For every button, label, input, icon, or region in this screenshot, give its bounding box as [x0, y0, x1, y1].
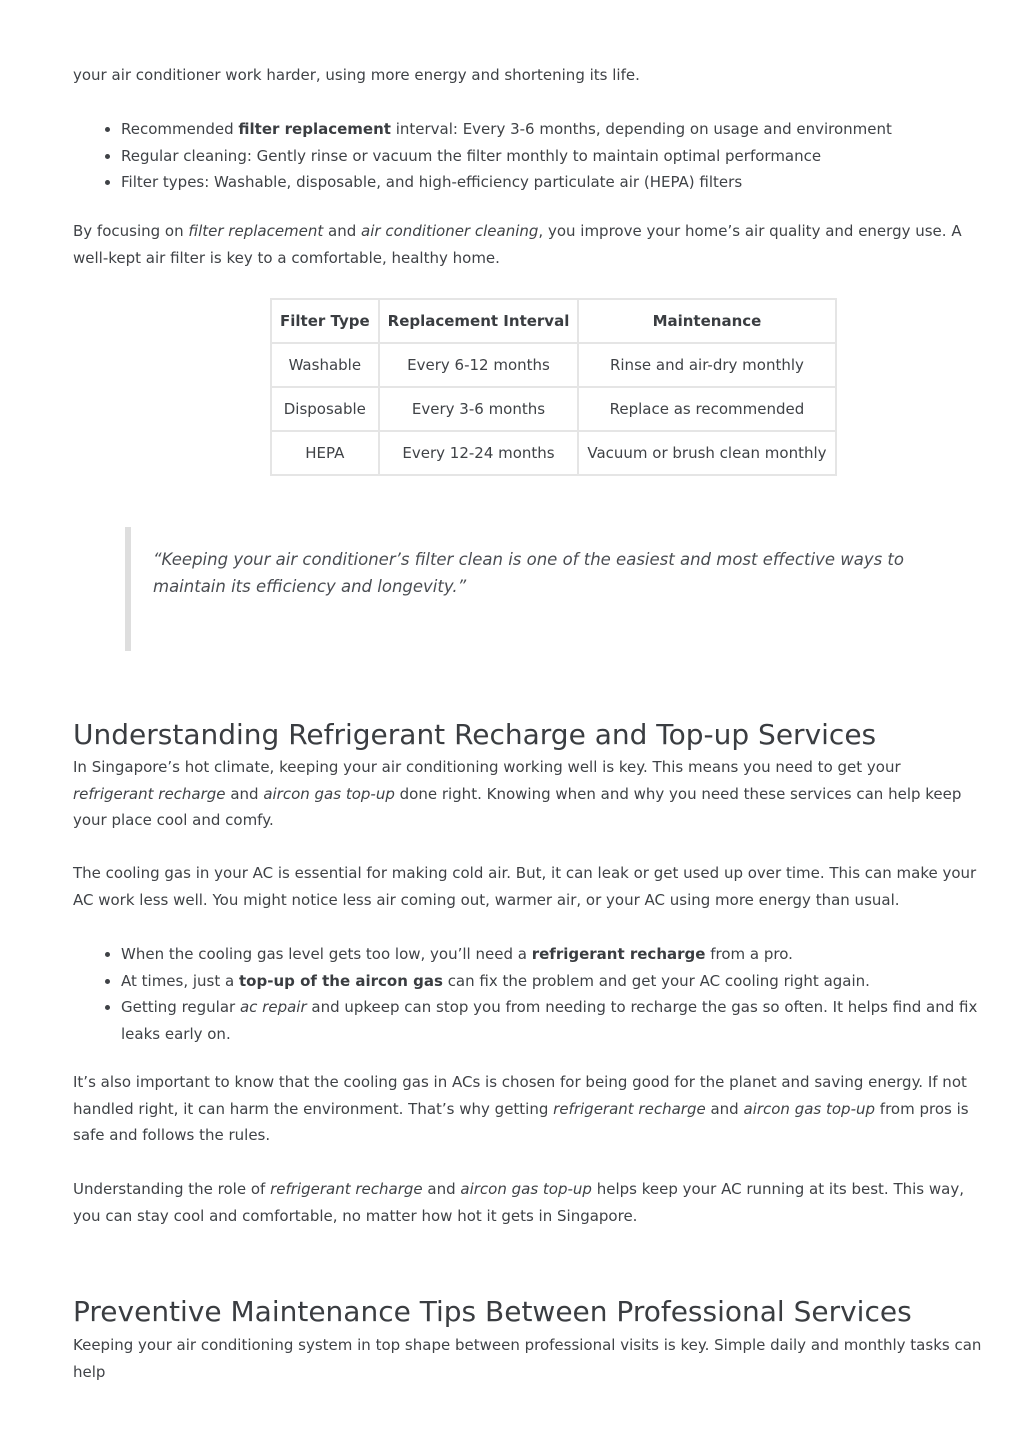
filter-table: [270, 298, 837, 476]
list-item: • Regular cleaning: Gently rinse or vacuum the filter monthly to maintain optimal performance: [121, 143, 983, 170]
list-item: • Getting regular ac repair and upkeep can stop you from needing to recharge the gas so often. It helps find and fix leaks early on.: [121, 994, 983, 1047]
table-cell: HEPA: [271, 431, 379, 475]
table-row: [271, 343, 836, 387]
list-item: • Recommended filter replacement interval: Every 3-6 months, depending on usage and environment: [121, 116, 983, 143]
table-cell: Every 12-24 months: [379, 431, 579, 475]
header-maintenance: Maintenance: [578, 299, 835, 343]
section-heading-preventive: Preventive Maintenance Tips Between Professional Services: [73, 1295, 912, 1328]
table-cell: Rinse and air-dry monthly: [578, 343, 835, 387]
header-filter-type: Filter Type: [271, 299, 379, 343]
table-cell: Vacuum or brush clean monthly: [578, 431, 835, 475]
pull-quote: [125, 527, 931, 651]
preventive-paragraph-1: Keeping your air conditioning system in top shape between professional visits is key. Simple daily and monthly tasks can help: [73, 1336, 982, 1381]
quote-text: “Keeping your air conditioner’s filter clean is one of the easiest and most effective ways to maintain its efficiency and longevity.”: [153, 550, 904, 596]
table-cell: Disposable: [271, 387, 379, 431]
list-item: • Filter types: Washable, disposable, and high-efficiency particulate air (HEPA) filters: [121, 169, 983, 196]
list-item: • When the cooling gas level gets too low, you’ll need a refrigerant recharge from a pro.: [121, 941, 983, 968]
refrigerant-paragraph-1: In Singapore’s hot climate, keeping your air conditioning working well is key. This means you need to get your refrigerant recharge and aircon gas top-up done right. Knowing when and why you need these services can help keep your place cool and comfy.: [73, 758, 962, 829]
intro-paragraph: your air conditioner work harder, using more energy and shortening its life.: [73, 66, 640, 84]
refrigerant-bullet-list: [73, 941, 983, 1047]
list-item: • At times, just a top-up of the aircon gas can fix the problem and get your AC cooling right again.: [121, 968, 983, 995]
header-replacement-interval: Replacement Interval: [379, 299, 579, 343]
table-row: [271, 387, 836, 431]
filter-bullet-list: [73, 116, 983, 196]
table-header-row: [271, 299, 836, 343]
refrigerant-paragraph-2: The cooling gas in your AC is essential for making cold air. But, it can leak or get used up over time. This can make your AC work less well. You might notice less air coming out, warmer air, or your AC using more energy than usual.: [73, 864, 977, 909]
table-cell: Every 3-6 months: [379, 387, 579, 431]
filter-summary-paragraph: By focusing on filter replacement and air conditioner cleaning, you improve your home’s air quality and energy use. A well-kept air filter is key to a comfortable, healthy home.: [73, 222, 962, 267]
table-row: [271, 431, 836, 475]
refrigerant-paragraph-4: Understanding the role of refrigerant recharge and aircon gas top-up helps keep your AC running at its best. This way, you can stay cool and comfortable, no matter how hot it gets in Singapore.: [73, 1180, 964, 1225]
table-cell: Every 6-12 months: [379, 343, 579, 387]
section-heading-refrigerant: Understanding Refrigerant Recharge and Top-up Services: [73, 718, 877, 751]
table-cell: Replace as recommended: [578, 387, 835, 431]
table-cell: Washable: [271, 343, 379, 387]
refrigerant-paragraph-3: It’s also important to know that the cooling gas in ACs is chosen for being good for the planet and saving energy. If not handled right, it can harm the environment. That’s why getting refrigerant recharge and aircon gas top-up from pros is safe and follows the rules.: [73, 1073, 969, 1144]
